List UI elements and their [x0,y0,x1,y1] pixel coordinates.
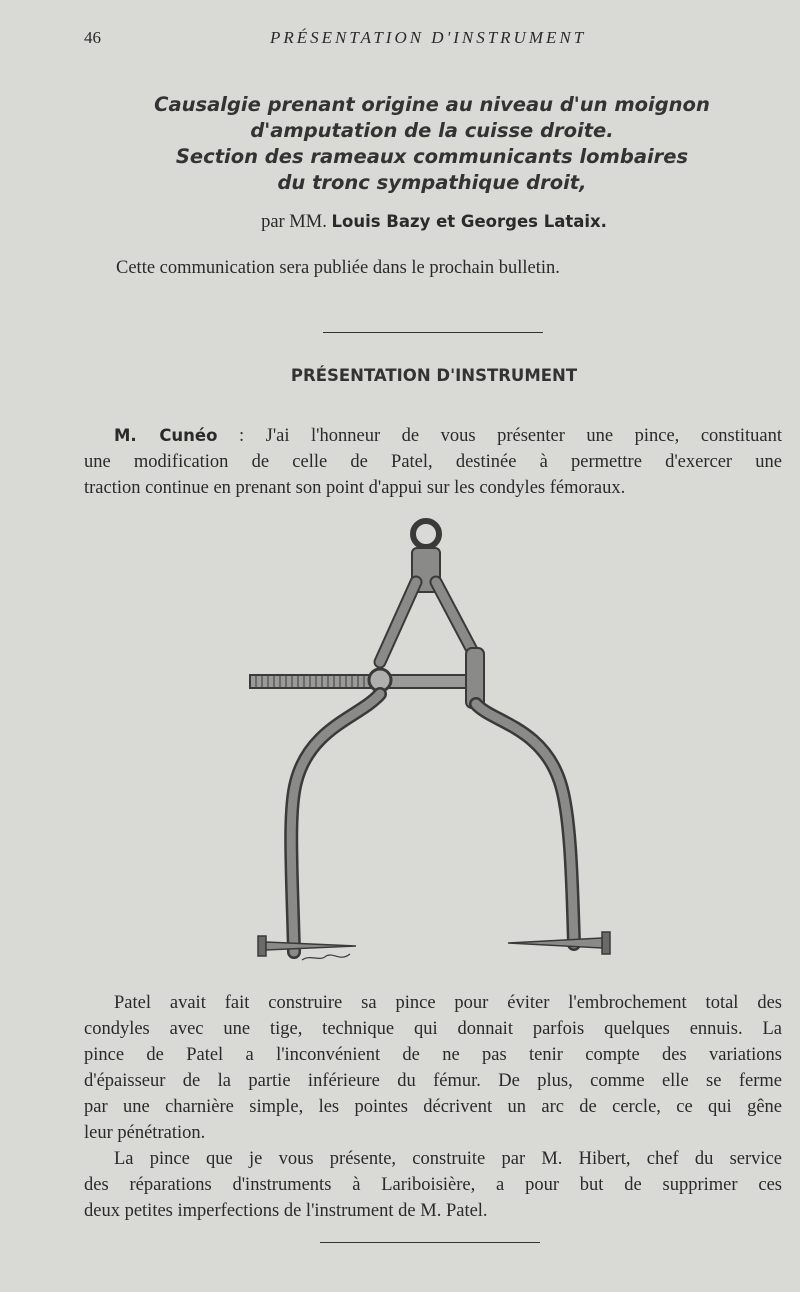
intro-paragraph [84,423,782,501]
authors-line [0,212,800,233]
paragraph-line: pince de Patel a l'inconvénient de ne pas tenir compte des variations [84,1045,782,1065]
paragraph-line: traction continue en prenant son point d'appui sur les condyles fémoraux. [84,478,626,498]
paragraph-line: deux petites imperfections de l'instrument de M. Patel. [84,1201,488,1221]
right-leg [476,704,574,944]
authors-names: Louis Bazy et Georges Lataix. [331,212,607,231]
page-number: 46 [84,28,101,47]
speaker-name: M. Cunéo [114,426,218,445]
body-paragraph [84,1146,782,1224]
engraver-signature [302,954,350,960]
publication-notice: Cette communication sera publiée dans le prochain bulletin. [116,258,560,278]
end-divider [320,1242,540,1243]
left-pin-point [266,942,356,950]
paragraph-line: une modification de celle de Patel, destinée à permettre d'exercer une [84,452,782,472]
paragraph-line: La pince que je vous présente, construite par M. Hibert, chef du service [114,1149,782,1169]
left-pin-head [258,936,266,956]
paragraph-line: Patel avait fait construire sa pince pour éviter l'embrochement total des [114,993,782,1013]
article-title-line: Causalgie prenant origine au niveau d'un moignon [154,93,710,116]
article-title-line: d'amputation de la cuisse droite. [250,119,614,142]
paragraph-line: M. Cunéo : J'ai l'honneur de vous présenter une pince, constituant [114,426,782,446]
screw-bar [250,675,468,688]
right-pin-head [602,932,610,954]
left-leg [291,694,380,952]
traction-forceps-illustration [230,512,630,972]
paragraph-line: des réparations d'instruments à Lariboisière, a pour but de supprimer ces [84,1175,782,1195]
article-title-line: Section des rameaux communicants lombaires [175,145,689,168]
paragraph-line: d'épaisseur de la partie inférieure du fémur. De plus, comme elle se ferme [84,1071,782,1091]
paragraph-line: condyles avec une tige, technique qui donnait parfois quelques ennuis. La [84,1019,782,1039]
section-divider [323,332,543,333]
running-header [84,28,784,52]
section-heading: PRÉSENTATION D'INSTRUMENT [290,366,578,385]
paragraph-line: par une charnière simple, les pointes décrivent un arc de cercle, ce qui gêne [84,1097,782,1117]
right-pin-point [508,938,602,948]
body-paragraph [84,990,782,1146]
authors-prefix: par MM. [261,212,327,232]
article-title-line: du tronc sympathique droit, [277,171,587,194]
running-title: PRÉSENTATION D'INSTRUMENT [270,28,587,47]
article-title [80,92,784,196]
ring-handle [413,521,439,547]
paragraph-line: leur pénétration. [84,1123,206,1143]
